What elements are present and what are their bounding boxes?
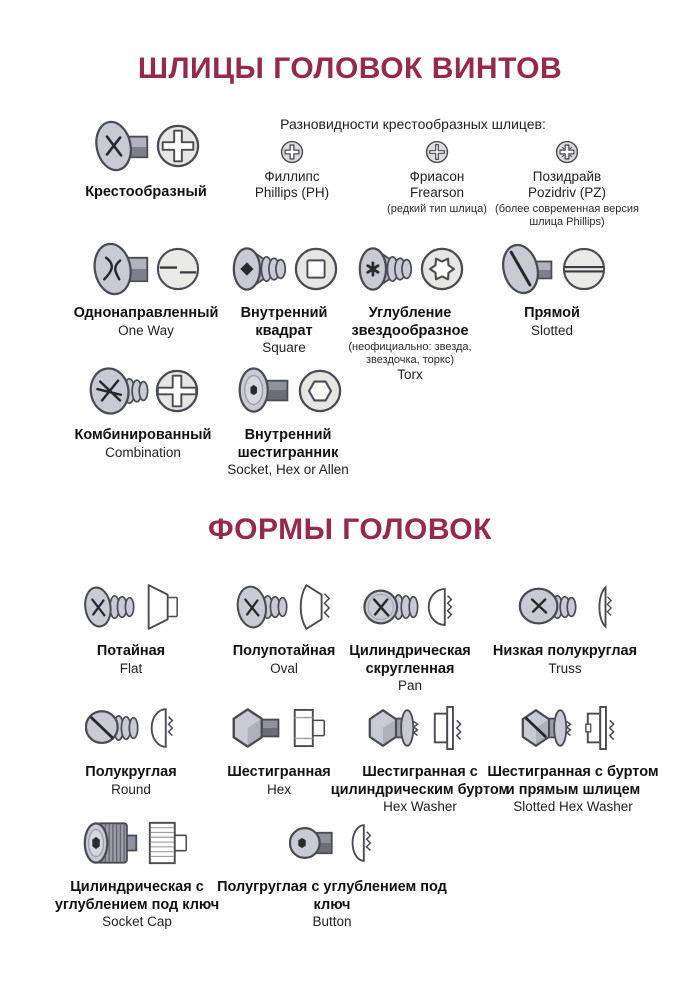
hex-bolt-3d-icon	[230, 702, 284, 754]
slotted-hex-washer-profile-icon	[583, 700, 627, 756]
shape-item-flat	[66, 576, 196, 677]
section-title-drives: ШЛИЦЫ ГОЛОВОК ВИНТОВ	[137, 52, 563, 85]
shape-item-slotted-hex-washer	[487, 697, 659, 816]
round-icons	[85, 697, 178, 759]
flat-head-profile-icon	[142, 579, 180, 635]
flat-icons	[83, 576, 180, 638]
shape-item-socket-cap	[37, 812, 237, 931]
hex-icons	[230, 697, 329, 759]
one-way-drive-front-icon	[156, 247, 200, 291]
shape-name-ru: Полугруглая с углублением под ключ	[217, 879, 447, 913]
drive-name-en: Slotted	[530, 322, 574, 338]
socket-hex-icons	[235, 360, 342, 422]
drive-item-cross	[71, 113, 221, 202]
pozidriv-icons	[555, 139, 579, 165]
shape-name-ru: Шестигранная	[227, 764, 331, 780]
shape-name-en: Hex	[266, 781, 291, 797]
slotted-icons	[499, 238, 606, 300]
drive-item-socket-hex	[208, 360, 368, 479]
combination-drive-front-icon	[155, 369, 199, 413]
drive-name-en: Frearson	[409, 185, 465, 201]
oval-head-profile-icon	[295, 579, 333, 635]
shape-name-ru: Цилиндрическая скругленная	[349, 643, 471, 677]
torx-drive-front-icon	[420, 247, 464, 291]
socket-cap-icons	[82, 812, 193, 874]
shape-name-en: Socket Cap	[102, 914, 172, 930]
drive-name-ru: Филлипс	[264, 169, 320, 184]
hex-washer-profile-icon	[430, 700, 474, 756]
button-screw-3d-icon	[289, 817, 341, 869]
pozidriv-drive-icon	[555, 140, 579, 164]
combination-icons	[88, 360, 199, 422]
drive-name-ru: Внутренний квадрат	[240, 305, 328, 339]
drive-name-ru: Фриасон	[409, 169, 465, 184]
cross-screw-side-icon	[93, 115, 151, 177]
pan-icons	[363, 576, 458, 638]
shape-item-truss	[475, 576, 655, 677]
drive-item-one-way	[66, 238, 226, 339]
combination-screw-side-icon	[88, 361, 150, 421]
drive-note: (неофициально: звезда, звездочка, торкс)	[348, 341, 472, 367]
drive-item-phillips	[222, 139, 362, 202]
cross-icons	[93, 113, 200, 179]
slotted-hex-washer-3d-icon	[520, 700, 578, 756]
drive-name-ru: Крестообразный	[85, 184, 207, 200]
slotted-drive-front-icon	[562, 247, 606, 291]
drive-name-en: Torx	[397, 367, 423, 383]
pan-head-profile-icon	[424, 579, 458, 635]
oval-screw-3d-icon	[236, 579, 290, 635]
drive-item-combination	[58, 360, 228, 461]
shape-name-ru: Полукруглая	[85, 764, 177, 780]
one-way-screw-side-icon	[93, 238, 151, 300]
shape-item-button	[217, 812, 447, 931]
drive-name-en: Pozidriv (PZ)	[527, 185, 606, 201]
shape-name-en: Truss	[548, 660, 582, 676]
truss-head-profile-icon	[583, 579, 613, 635]
drive-name-ru: Внутренний шестигранник	[237, 427, 339, 461]
square-screw-side-icon	[231, 238, 289, 300]
section-title-head-shapes: ФОРМЫ ГОЛОВОК	[208, 513, 492, 546]
shape-name-ru: Низкая полукруглая	[492, 643, 638, 659]
drive-name-ru: Углубление звездообразное	[351, 305, 469, 339]
slotted-screw-side-icon	[499, 238, 557, 300]
drive-item-slotted	[492, 238, 612, 339]
slotted-hex-washer-icons	[520, 697, 627, 759]
shape-name-en: Oval	[270, 660, 298, 676]
shape-name-ru: Полупотайная	[232, 643, 336, 659]
hex-head-profile-icon	[289, 700, 329, 756]
hex-washer-3d-icon	[367, 700, 425, 756]
torx-icons	[357, 238, 464, 300]
hex-washer-icons	[367, 697, 474, 759]
shape-name-en: Hex Washer	[383, 799, 457, 815]
drive-note: (редкий тип шлица)	[387, 202, 487, 215]
truss-icons	[518, 576, 613, 638]
phillips-drive-icon	[280, 140, 304, 164]
shape-item-pan	[330, 576, 490, 695]
socket-cap-profile-icon	[145, 815, 193, 871]
drive-name-ru: Комбинированный	[74, 427, 212, 443]
socket-hex-screw-side-icon	[235, 360, 293, 422]
socket-hex-front-icon	[298, 369, 342, 413]
torx-screw-side-icon	[357, 238, 415, 300]
shape-name-en: Button	[312, 914, 352, 930]
drive-item-pozidriv	[487, 139, 647, 229]
shape-item-hex-washer	[326, 697, 514, 816]
shape-name-ru: Потайная	[96, 643, 166, 659]
drive-note: (более современная версия шлица Phillips)	[495, 202, 639, 228]
drive-name-en: One Way	[118, 322, 174, 338]
truss-screw-3d-icon	[518, 579, 578, 635]
drive-name-ru: Однонаправленный	[73, 305, 219, 321]
shape-name-en: Flat	[119, 660, 143, 676]
square-icons	[231, 238, 338, 300]
pan-screw-3d-icon	[363, 579, 419, 635]
frearson-drive-icon	[425, 140, 449, 164]
oval-icons	[236, 576, 333, 638]
drive-name-en: Combination	[105, 444, 181, 460]
drive-name-en: Phillips (PH)	[254, 185, 330, 201]
flat-screw-3d-icon	[83, 579, 137, 635]
drive-name-en: Square	[262, 340, 306, 356]
square-drive-front-icon	[294, 247, 338, 291]
button-icons	[289, 812, 376, 874]
shape-name-en: Round	[111, 781, 151, 797]
drive-name-ru: Позидрайв	[532, 169, 602, 184]
round-head-profile-icon	[146, 700, 178, 756]
drive-item-square	[224, 238, 344, 357]
cross-drive-front-icon	[156, 124, 200, 168]
drive-name-ru: Прямой	[524, 305, 580, 321]
cross-variants-subtitle: Разновидности крестообразных шлицев:	[280, 116, 546, 132]
shape-name-en: Slotted Hex Washer	[513, 799, 633, 815]
phillips-icons	[280, 139, 304, 165]
shape-name-en: Pan	[397, 678, 423, 694]
round-screw-3d-icon	[85, 700, 141, 756]
frearson-icons	[425, 139, 449, 165]
socket-cap-3d-icon	[82, 815, 140, 871]
button-head-profile-icon	[346, 817, 376, 869]
shape-name-ru: Шестигранная с буртом и прямым шлицем	[487, 764, 659, 798]
drive-name-en: Socket, Hex or Allen	[227, 462, 349, 478]
shape-name-ru: Шестигранная с цилиндрическим буртом	[330, 764, 510, 798]
one-way-icons	[93, 238, 200, 300]
shape-name-ru: Цилиндрическая с углублением под ключ	[54, 879, 220, 913]
shape-item-round	[61, 697, 201, 798]
